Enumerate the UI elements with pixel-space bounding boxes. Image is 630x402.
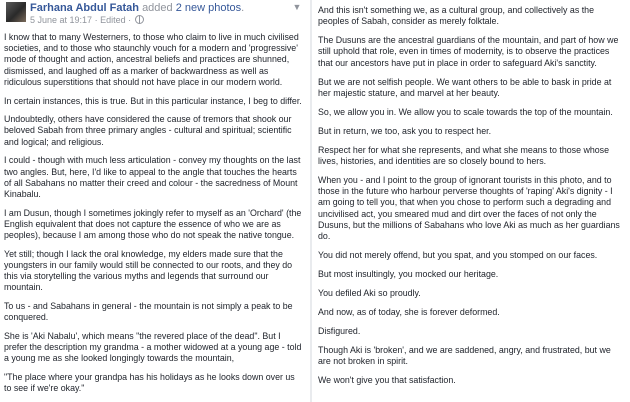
post-action-text: added [142,2,173,14]
post-paragraph: And now, as of today, she is forever deformed. [318,307,500,318]
post-action-suffix: . [241,2,245,14]
meta-separator-2: · [128,15,132,25]
edited-label[interactable]: Edited [100,15,126,25]
post-paragraph: You did not merely offend, but you spat, and you stomped on our faces. [318,250,598,261]
chevron-down-icon[interactable]: ▼ [292,2,302,12]
post-paragraph: I know that to many Westerners, to those who claim to live in much civilised societies, and to those who staunchly vouch for a modern and 'progressive' mode of thought and action, ancestral beliefs and practices are shunned, dismissed, and laughed off as a marker of backwardness as well as ridiculous superstitions that should not have place in our modern world. [4,32,299,87]
avatar[interactable] [6,2,26,22]
post-paragraph: But most insultingly, you mocked our heritage. [318,269,499,280]
post-paragraph: So, we allow you in. We allow you to scale towards the top of the mountain. [318,106,613,117]
post-paragraph: The Dusuns are the ancestral guardians of the mountain, and part of how we still uphold that role, even in times of modernity, is to observe the practices that our ancestors have put in place in order to safeguard Aki's sanctity. [318,35,619,68]
post-paragraph: "The place where your grandpa has his holidays as he looks down over us to see if we're okay." [4,372,295,394]
post-paragraph: Undoubtedly, others have considered the cause of tremors that shook our beloved Sabah from three primary angles - cultural and spiritual; scientific and logical; and religious. [4,114,292,147]
post-paragraph: And this isn't something we, as a cultural group, and collectively as the peoples of Sabah, consider as merely folktale. [318,5,594,27]
post-panel-left [0,0,310,402]
globe-icon [135,15,144,24]
post-panel-right [312,0,630,402]
post-paragraph: She is 'Aki Nabalu', which means "the revered place of the dead". But I prefer the description my grandma - a mother widowed at a young age - told a young me as she looked longingly towards the mountain, [4,330,302,364]
post-meta [30,15,144,25]
post-paragraph: I am Dusun, though I sometimes jokingly refer to myself as an 'Orchard' (the English equivalent that does not capture the essence of who we are as peoples), because I am among those who do not speak the native tongue. [4,207,302,241]
post-header [0,0,310,30]
new-photos-link[interactable]: 2 new photos [175,2,242,14]
post-paragraph: We won't give you that satisfaction. [318,375,456,386]
post-paragraph: When you - and I point to the group of ignorant tourists in this photo, and to those in the future who harbour perverse thoughts of 'raping' Aki's dignity - I am going to tell you, that when you chose to perform such a degrading and uncivilised act, you smeared mud and dirt over the faces of not only the Dusuns, but the millions of Sabahans who love Aki as much as her guardians do. [318,175,620,242]
author-name[interactable]: Farhana Abdul Fatah [30,2,139,14]
post-body-right [312,0,630,386]
meta-separator: · [94,15,98,25]
post-paragraph: I could - though with much less articulation - convey my thoughts on the last two angles. But, here, I'd like to appeal to the angle that touches the hearts of all Sabahans no matter their creed and colour - the sacredness of Mount Kinabalu. [4,155,301,199]
post-author-line [30,2,244,14]
post-paragraph: You defiled Aki so proudly. [318,288,421,299]
post-paragraph: But in return, we too, ask you to respect her. [318,125,492,136]
post-timestamp[interactable]: 5 June at 19:17 [30,15,93,25]
post-paragraph: Respect her for what she represents, and what she means to those whose lives, histories, and identities are so closely bound to hers. [318,144,610,167]
post-paragraph: Disfigured. [318,326,361,337]
post-paragraph: Yet still; though I lack the oral knowledge, my elders made sure that the youngsters in our family would still be connected to our roots, and they do this via storytelling the various myths and legends that surround our mountain. [4,248,293,293]
post-paragraph: To us - and Sabahans in general - the mountain is not simply a peak to be conquered. [4,301,293,323]
post-paragraph: In certain instances, this is true. But in this particular instance, I beg to differ. [4,95,302,106]
post-body-left [0,32,310,394]
post-paragraph: But we are not selfish people. We want others to be able to bask in pride at her majestic stature, and marvel at her beauty. [318,76,612,98]
post-paragraph: Though Aki is 'broken', and we are saddened, angry, and frustrated, but we are not broken in spirit. [318,345,611,367]
